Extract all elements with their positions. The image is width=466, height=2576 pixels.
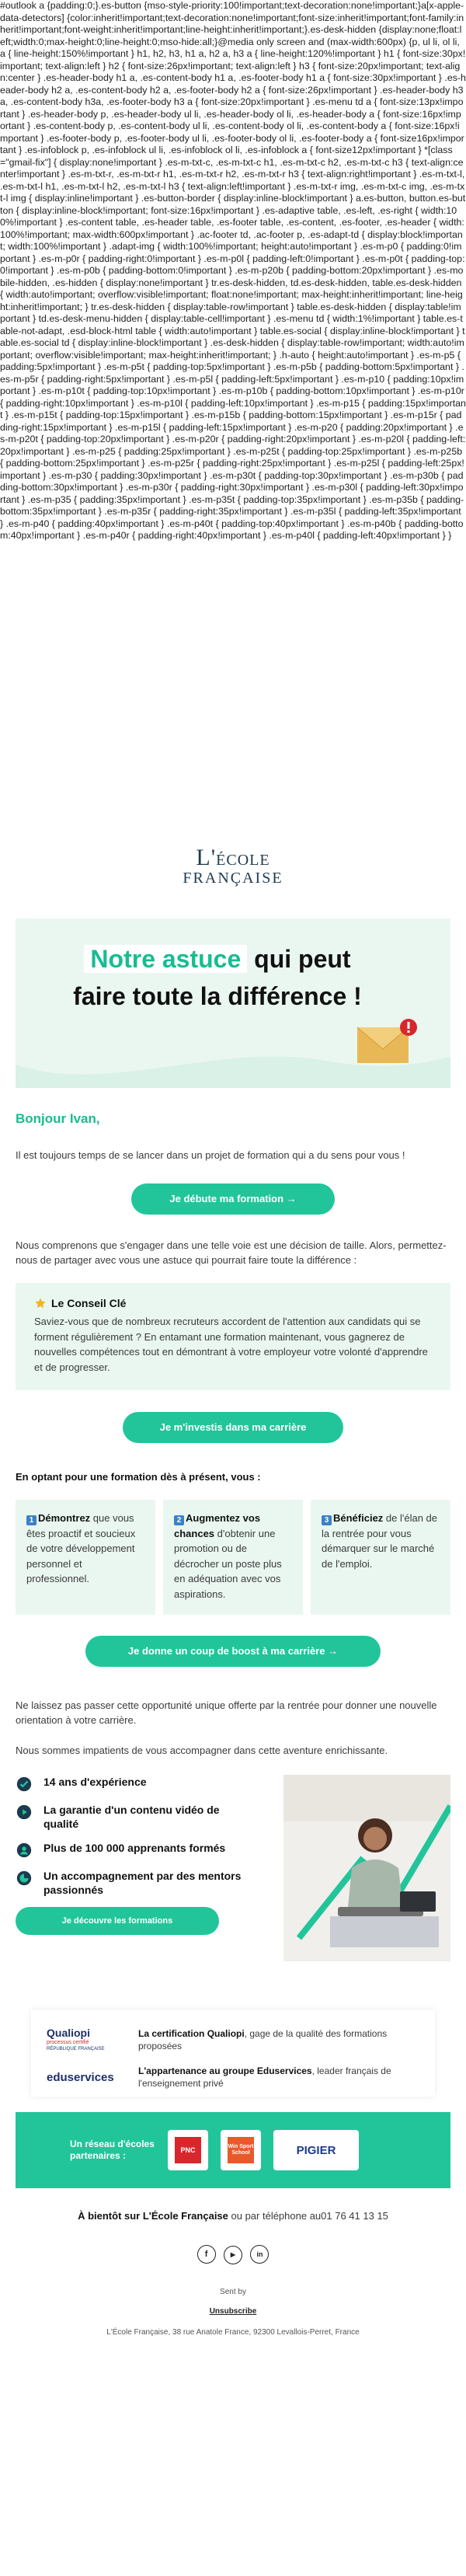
qualiopi-logo (47, 2027, 121, 2052)
school-logo-pnc[interactable] (168, 2130, 208, 2170)
feature-text: 14 ans d'expérience (43, 1776, 147, 1788)
tip-title: Le Conseil Clé (51, 1297, 127, 1309)
winsport-mark: Win Sport School (228, 2137, 254, 2163)
cert-rest: , leader français de l'enseignement privé (138, 2065, 391, 2089)
feature-text: Un accompagnement par des mentors passionnés (43, 1870, 242, 1896)
benefit-text: d'obtenir une promotion ou de décrocher un poste plus en adéquation avec vos aspirations. (174, 1527, 282, 1600)
number-badge: 2 (174, 1515, 184, 1525)
school-logo-pigier[interactable] (273, 2130, 359, 2170)
tip-header (34, 1297, 433, 1309)
understand-text: Nous comprenons que s'engager dans une telle voie est une décision de taille. Alors, permettez-nous de partager avec vous une astuce qui pourrait faire toute la différence : (16, 1239, 447, 1266)
cert-rest: , gage de la qualité des formations proposées (138, 2027, 388, 2051)
impatient-text: Nous sommes impatients de vous accompagner dans cette aventure enrichissante. (16, 1745, 388, 1756)
eduservices-logo (47, 2071, 121, 2084)
feature-text: La garantie d'un contenu vidéo de qualité (43, 1804, 220, 1830)
benefit-cards (0, 1500, 466, 1615)
number-badge: 3 (322, 1515, 332, 1525)
feature-item (16, 1869, 249, 1897)
cert-bold: La certification Qualiopi (138, 2027, 245, 2039)
benefit-bold: Bénéficiez (333, 1512, 384, 1524)
contact-bold: À bientôt sur L'École Française (78, 2210, 228, 2222)
feature-text: Plus de 100 000 apprenants formés (43, 1842, 226, 1854)
facebook-icon[interactable]: f (197, 2245, 216, 2264)
logo-line-1: L'ÉCOLE (196, 845, 270, 870)
leaked-css-text: #outlook a {padding:0;}.es-button {mso-style-priority:100!important;text-decoration:none!important;}a[x-apple-data-detectors] {color:inherit!important;text-decoration:none!important;font-size:inherit!important;font-family:inherit!important;font-weight:inherit!important;line-height:inherit!important;}.es-desk-hidden {display:none;float:left;width:0;max-height:0;line-height:0;mso-hide:all;}@media only screen and (max-width:600px) {p, ul li, ol li, a { line-height:150%!important } h1, h2, h3, h1 a, h2 a, h3 a { line-height:120%!important } h1 { font-size:30px!important; text-align:left } h2 { font-size:26px!important; text-align:left } h3 { font-size:20px!important; text-align:center } .es-header-body h1 a, .es-content-body h1 a, .es-footer-body h1 a { font-size:30px!important } .es-header-body h2 a, .es-content-body h2 a, .es-footer-body h2 a { font-size:26px!important } .es-header-body h3 a, .es-content-body h3a, .es-footer-body h3 a { font-size:20px!important } .es-menu td a { font-size:13px!important } .es-header-body p, .es-header-body ul li, .es-header-body ol li, .es-header-body a { font-size:16px!important } .es-content-body p, .es-content-body ul li, .es-content-body ol li, .es-content-body a { font-size:16px!important } .es-footer-body p, .es-footer-body ul li, .es-footer-body ol li, .es-footer-body a { font-size16px!important } .es-infoblock p, .es-infoblock ul li, .es-infoblock ol li, .es-infoblock a { font-size12px!important } *[class="gmail-fix"] { display:none!important } .es-m-txt-c, .es-m-txt-c h1, .es-m-txt-c h2, .es-m-txt-c h3 { text-align:center!important } .es-m-txt-r, .es-m-txt-r h1, .es-m-txt-r h2, .es-m-txt-r h3 { text-align:right!important } .es-m-txt-l, .es-m-txt-l h1, .es-m-txt-l h2, .es-m-txt-l h3 { text-align:left!important } .es-m-txt-r img, .es-m-txt-c img, .es-m-txt-l img { display:inline!important } .es-button-border { display:inline-block!important } a.es-button, button.es-button { display:inline-block!important; font-size:16px!important } .es-adaptive table, .es-left, .es-right { width:100%!important } .es-content table, .es-header table, .es-footer table, .es-content, .es-footer, .es-header { width:100%!important; max-width:600px!important } .ac-footer td, .ac-footer p, .es-adapt-td { display:block!important; width:100%!important } .adapt-img { width:100%!important; height:auto!important } .es-m-p0 { padding:0!important } .es-m-p0r { padding-right:0!important } .es-m-p0l { padding-left:0!important } .es-m-p0t { padding-top:0!important } .es-m-p0b { padding-bottom:0!important } .es-m-p20b { padding-bottom:20px!important } .es-mobile-hidden, .es-hidden { display:none!important } tr.es-desk-hidden, td.es-desk-hidden, table.es-desk-hidden { width:auto!important; overflow:visible!important; float:none!important; max-height:inherit!important; line-height:inherit!important; } tr.es-desk-hidden { display:table-row!important } table.es-desk-hidden { display:table!important } td.es-desk-menu-hidden { display:table-cell!important } .es-menu td { width:1%!important } table.es-table-not-adapt, .esd-block-html table { width:auto!important } table.es-social { display:inline-block!important } table.es-social td { display:inline-block!important } .es-desk-hidden { display:table-row!important; width:auto!important; overflow:visible!important; max-height:inherit!important; } .h-auto { height:auto!important } .es-m-p5 { padding:5px!important } .es-m-p5t { padding-top:5px!important } .es-m-p5b { padding-bottom:5px!important } .es-m-p5r { padding-right:5px!important } .es-m-p5l { padding-left:5px!important } .es-m-p10 { padding:10px!important } .es-m-p10t { padding-top:10px!important } .es-m-p10b { padding-bottom:10px!important } .es-m-p10r { padding-right:10px!important } .es-m-p10l { padding-left:10px!important } .es-m-p15 { padding:15px!important } .es-m-p15t { padding-top:15px!important } .es-m-p15b { padding-bottom:15px!important } .es-m-p15r { padding-right:15px!important } .es-m-p15l { padding-left:15px!important } .es-m-p20 { padding:20px!important } .es-m-p20t { padding-top:20px!important } .es-m-p20r { padding-right:20px!important } .es-m-p20l { padding-left:20px!important } .es-m-p25 { padding:25px!important } .es-m-p25t { padding-top:25px!important } .es-m-p25b { padding-bottom:25px!important } .es-m-p25r { padding-right:25px!important } .es-m-p25l { padding-left:25px!important } .es-m-p30 { padding:30px!important } .es-m-p30t { padding-top:30px!important } .es-m-p30b { padding-bottom:30px!important } .es-m-p30r { padding-right:30px!important } .es-m-p30l { padding-left:30px!important } .es-m-p35 { padding:35px!important } .es-m-p35t { padding-top:35px!important } .es-m-p35b { padding-bottom:35px!important } .es-m-p35r { padding-right:35px!important } .es-m-p35l { padding-left:35px!important } .es-m-p40 { padding:40px!important } .es-m-p40t { padding-top:40px!important } .es-m-p40b { padding-bottom:40px!important } .es-m-p40r { padding-right:40px!important } .es-m-p40l { padding-left:40px!important } } (0, 0, 466, 541)
student-illustration (283, 1775, 450, 1961)
feature-item (16, 1803, 249, 1831)
contact-rest: ou par téléphone au01 76 41 13 15 (228, 2210, 388, 2222)
unsubscribe-link[interactable]: Unsubscribe (209, 2306, 257, 2316)
linkedin-icon[interactable]: in (250, 2245, 269, 2264)
benefit-text: que vous êtes proactif et soucieux de votre développement personnel et professionnel. (26, 1512, 136, 1584)
logo-line-2: FRANÇAISE (183, 870, 283, 887)
hero-title-part1: qui peut (247, 945, 351, 973)
features-list (16, 1775, 249, 2010)
star-icon (34, 1297, 47, 1309)
hero-title-line2: faire toute la différence ! (73, 982, 362, 1010)
qualiopi-republic: RÉPUBLIQUE FRANÇAISE (47, 2047, 105, 2051)
benefit-bold: Démontrez (38, 1512, 91, 1524)
discover-trainings-button[interactable]: Je découvre les formations (16, 1907, 219, 1935)
hero-banner (16, 919, 450, 1088)
hero-title-highlight: Notre astuce (84, 945, 247, 973)
contact-line (0, 2210, 466, 2222)
mentor-icon (16, 1870, 33, 1887)
qualiopi-wordmark: Qualiopi (47, 2027, 90, 2039)
header (0, 841, 466, 919)
tip-box (16, 1283, 450, 1390)
benefit-bold: Augmentez vos chances (174, 1512, 261, 1539)
partner-schools-banner (16, 2112, 450, 2188)
school-logo-winsport[interactable] (221, 2130, 261, 2170)
students-icon (16, 1842, 33, 1859)
benefits-heading: En optant pour une formation dès à présent, vous : (16, 1471, 261, 1483)
envelope-notification-icon (354, 1018, 421, 1065)
footer-address: L'École Française, 38 rue Anatole France, 92300 Levallois-Perret, France (106, 2327, 360, 2337)
medal-icon (16, 1776, 33, 1793)
invest-career-button[interactable]: Je m'investis dans ma carrière (123, 1412, 343, 1443)
benefit-card (163, 1500, 303, 1615)
benefit-text: de l'élan de la rentrée pour vous démarquer sur le marché de l'emploi. (322, 1512, 438, 1570)
cert-text (138, 2065, 419, 2090)
opportunity-text: Ne laissez pas passer cette opportunité unique offerte par la rentrée pour donner une nouvelle orientation à votre carrière. (16, 1699, 437, 1726)
certifications-box (31, 2010, 435, 2097)
email-body (0, 841, 466, 2352)
cert-row-qualiopi (31, 2019, 435, 2057)
greeting: Bonjour Ivan, (16, 1111, 100, 1126)
youtube-icon[interactable]: ▶ (224, 2246, 242, 2264)
cert-text (138, 2027, 419, 2052)
benefit-card (311, 1500, 450, 1615)
ecole-francaise-logo[interactable] (183, 845, 283, 887)
feature-item (16, 1775, 249, 1793)
career-boost-button[interactable]: Je donne un coup de boost à ma carrière → (85, 1636, 381, 1667)
feature-item (16, 1841, 249, 1859)
benefit-card (16, 1500, 155, 1615)
eduservices-wordmark: eduservices (47, 2070, 114, 2084)
student-photo (283, 1775, 450, 1961)
number-badge: 1 (26, 1515, 37, 1525)
hero-title (47, 940, 388, 1015)
cert-bold: L'appartenance au groupe Eduservices (138, 2065, 312, 2076)
pigier-wordmark: PIGIER (296, 2143, 336, 2157)
tip-body: Saviez-vous que de nombreux recruteurs accordent de l'attention aux candidats qui se forment régulièrement ? En entamant une formation maintenant, vous gagnerez de nouvelles compétences tout en démontrant à votre employeur votre volonté d'apprendre et de progresser. (34, 1316, 428, 1373)
qualiopi-subtitle: processus certifié (47, 2040, 89, 2045)
sent-by-label: Sent by (220, 2287, 246, 2296)
intro-text: Il est toujours temps de se lancer dans un projet de formation qui a du sens pour vous ! (16, 1149, 405, 1161)
cert-row-eduservices (31, 2057, 435, 2094)
features-section (0, 1775, 466, 2010)
partner-schools-label: Un réseau d'écoles partenaires : (70, 2139, 155, 2161)
social-links (0, 2245, 466, 2264)
pnc-mark: PNC (175, 2137, 201, 2163)
start-training-button[interactable]: Je débute ma formation → (131, 1183, 335, 1215)
play-video-icon (16, 1804, 33, 1821)
